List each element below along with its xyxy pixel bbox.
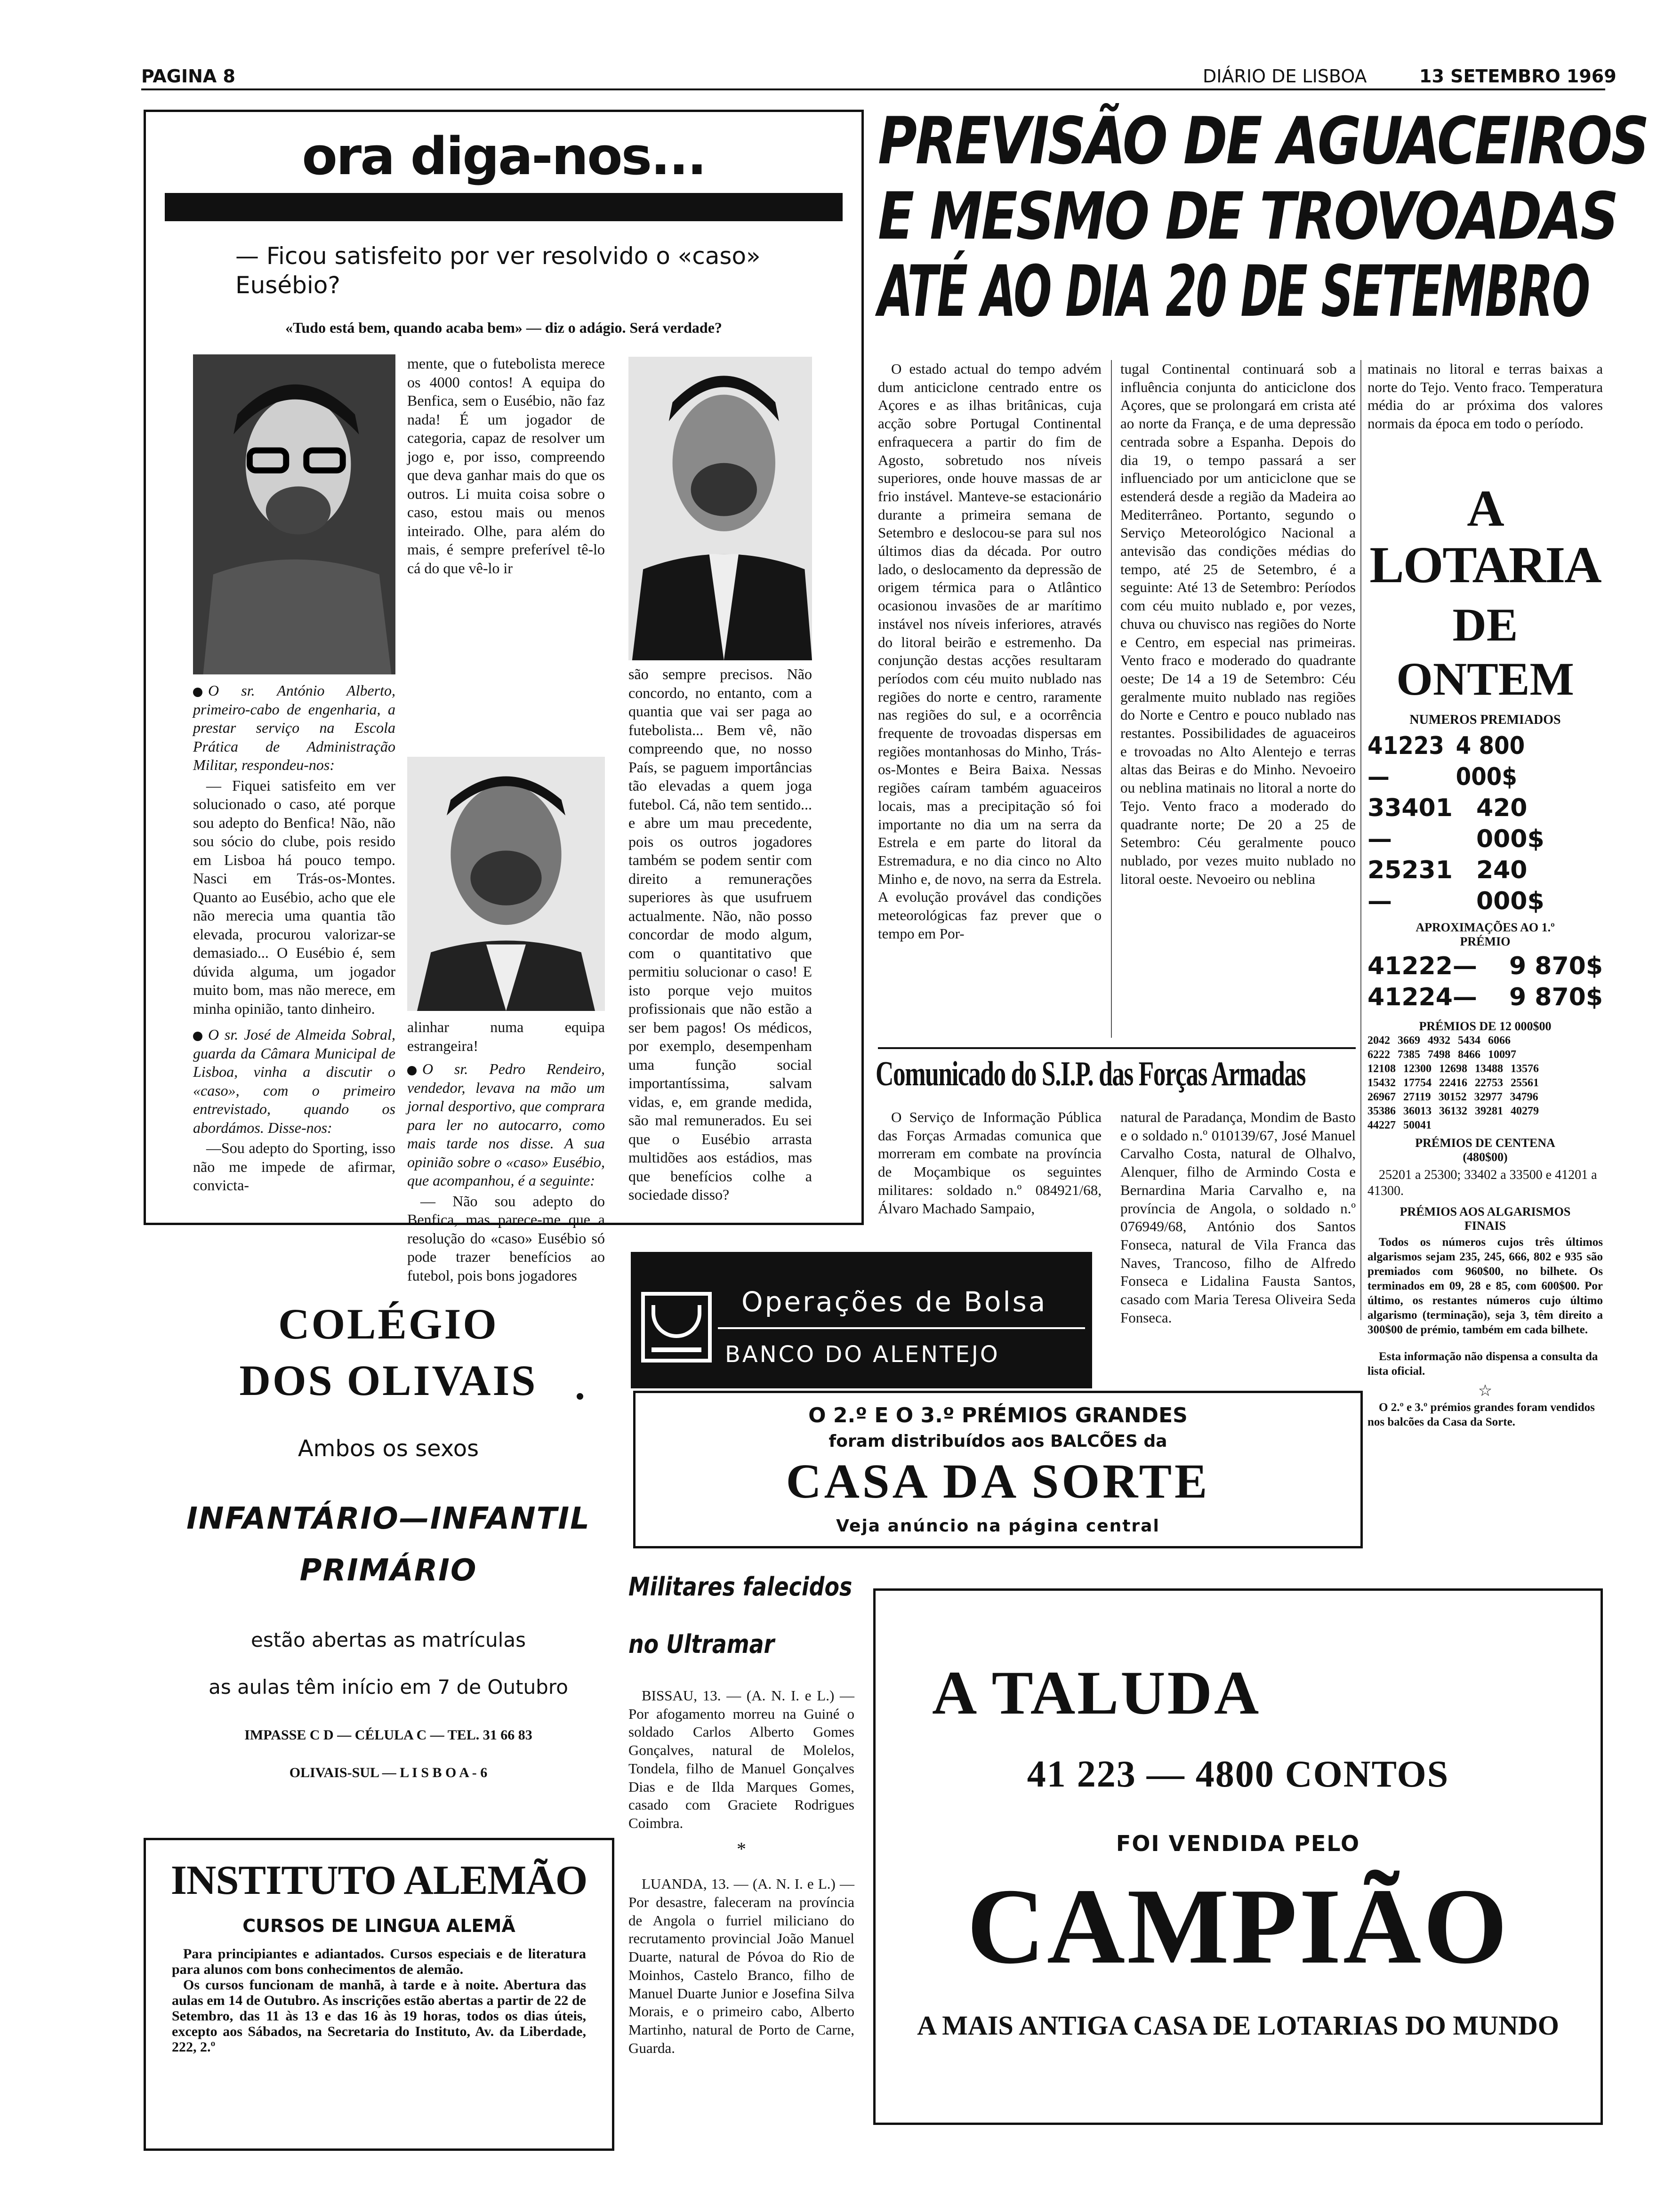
bolsa-bank: BANCO DO ALENTEJO — [725, 1341, 1000, 1368]
militares-bissau: BISSAU, 13. — (A. N. I. e L.) — Por afogamento morreu na Guiné o soldado Carlos Alberto Gomes Gonçalves, natural de Molelos, Tondela, filho de Manuel Gonçalves Dias e de Ilda Marques Gomes, casado com Graciete Rodrigues Coimbra. — [628, 1687, 854, 1831]
prize-value: 9 870$ — [1509, 952, 1603, 980]
colegio-morada: IMPASSE C D — CÉLULA C — TEL. 31 66 83 — [244, 1727, 532, 1743]
column-rule — [1360, 360, 1361, 1320]
interview-column-3 — [628, 665, 812, 1206]
militares-title: Militares falecidos — [628, 1572, 853, 1602]
prize-row — [1367, 793, 1603, 855]
sip-text-1: O Serviço de Informação Pública das Forças Armadas comunica que morreram em combate na província de Moçambique os seguintes militares: soldado n.º 084921/68, Álvaro Machado Sampaio, — [878, 1109, 1102, 1217]
number-row: 2042 3669 4932 5434 6066 — [1367, 1034, 1511, 1047]
title-bar — [165, 193, 843, 221]
photo-pedro-rendeiro — [407, 757, 605, 1011]
colegio-niveis-2: PRIMÁRIO — [299, 1553, 477, 1588]
headline-line-3: ATÉ AO DIA 20 DE SETEMBRO — [878, 251, 1589, 333]
sip-text-2: natural de Paradança, Mondim de Basto e o soldado n.º 010139/67, José Manuel Carvalho Costa, natural de Olhalvo, Alenquer, filho de Armindo Costa e Bernardina Maria Carvalho e, na província de Angola, o soldado n.º 076949/68, António dos Santos Fonseca, natural de Vila Franca das Naves, Trancoso, filho de Alfredo Fonseca e Lidalina Fausta Santos, casado com Maria Teresa Oliveira Seda Fonseca. — [1120, 1109, 1356, 1326]
instituto-para-1: Para principiantes e adiantados. Cursos especiais e de literatura para alunos com bons conhecimentos de alemão. — [172, 1946, 586, 1977]
bolsa-ad — [631, 1252, 1092, 1388]
prize-number: 41222— — [1367, 952, 1477, 980]
bullet-icon — [407, 1066, 417, 1075]
rule — [878, 1047, 1356, 1049]
taluda-vendida: FOI VENDIDA PELO — [1116, 1831, 1360, 1856]
answer-antonio: — Fiquei satisfeito em ver solucionado o caso, até porque sou adepto do Benfica! Não, não sou sócio do clube, pois resido em Lisboa há pouco tempo. Nasci em Trás-os-Montes. Quanto ao Eusébio, acho que ele não merecia uma quantia tão elevada, procurou valorizar-se demasiado... O Eusébio é, sem dúvida alguma, um jogador muito bom, mas não merece, em minha opinião, tanto dinheiro. — [193, 777, 395, 1017]
premios12-list — [1367, 1034, 1603, 1132]
militares-article — [628, 1572, 854, 2059]
headline-line-1: PREVISÃO DE AGUACEIROS — [878, 103, 1648, 179]
weather-text-2: tugal Continental continuará sob a influência conjunta do anticiclone dos Açores, que se prolongará em crista até ao norte da França, e de uma depressão centrada sobre a Espanha. Depois do dia 19, o tempo passará a ser influenciado por um anticiclone que se estenderá desde a região da Madeira ao Mediterrâneo. Portanto, segundo o Serviço Meteorológico Nacional a antevisão das condições médias do tempo, até 25 de Setembro, é a seguinte: Até 13 de Setembro: Períodos com céu muito nublado e, por vezes, chuva ou chuvisco nas regiões do Norte e Centro, em especial nas primeiras. Vento fraco e moderado do quadrante oeste; De 14 a 19 de Setembro: Céu geralmente muito nublado nas regiões do Norte e Centro e pouco nublado nas restantes. Possibilidades de aguaceiros e trovoadas no Alto Alentejo e terras altas das Beiras e do Minho. Nevoeiro ou neblina matinais no litoral a norte do Tejo. Vento fraco a moderado do quadrante norte; De 20 a 25 de Setembro: Céu geralmente pouco nublado, por vezes muito nublado no litoral oeste. Nevoeiro ou neblina — [1120, 361, 1356, 887]
lotaria-title-2: DE ONTEM — [1396, 599, 1574, 705]
casa-sorte-ad — [633, 1391, 1363, 1548]
newspaper-name: DIÁRIO DE LISBOA — [1203, 66, 1367, 87]
premios12-title: PRÉMIOS DE 12 000$00 — [1419, 1019, 1552, 1033]
caption-antonio: O sr. António Alberto, primeiro-cabo de engenharia, a prestar serviço na Escola Prática de Administração Militar, respondeu-nos: — [193, 682, 395, 773]
answer-pedro-end: são sempre precisos. Não concordo, no entanto, com a quantia que vai ser paga ao futebolista... Bem vê, não compreendo que, no nosso País, se paguem importâncias tão elevadas a quem joga futebol. Cá, não tem sentido... e abre um mau precedente, pois os outros jogadores também se podem sentir com direito a remunerações superiores às que usufruem actualmente. Não, não posso concordar de modo algum, com o quantitativo que permitiu solucionar o caso! E isto porque vejo muitos profissionais que não estão a ser bem pagos! Os médicos, por exemplo, desempenham uma função social importantíssima, salvam vidas, e, em grande medida, são mal remunerados. Eu sei que o Eusébio arrasta multidões aos estádios, mas que benefícios colhe a sociedade disso? — [628, 665, 812, 1203]
prize-number: 33401— — [1367, 794, 1453, 853]
casa-sorte-line1: O 2.º E O 3.º PRÉMIOS GRANDES — [808, 1403, 1188, 1427]
prize-row — [1367, 951, 1603, 982]
number-row: 35386 36013 36132 39281 40279 — [1367, 1105, 1539, 1117]
photo-jose-sobral — [628, 357, 812, 660]
militares-title-2: no Ultramar — [628, 1629, 775, 1659]
number-row: 6222 7385 7498 8466 10097 — [1367, 1049, 1516, 1061]
prize-value: 4 800 000$ — [1456, 732, 1525, 791]
subquestion: «Tudo está bem, quando acaba bem» — diz o adágio. Será verdade? — [285, 319, 722, 336]
prize-row — [1367, 982, 1603, 1013]
number-row: 26967 27119 30152 32977 34796 — [1367, 1091, 1538, 1103]
sip-title: Comunicado do S.I.P. das Forças Armadas — [876, 1055, 1305, 1093]
sip-column-1 — [878, 1108, 1102, 1219]
star-icon: ☆ — [1478, 1381, 1493, 1400]
prize-value: 420 000$ — [1476, 794, 1544, 853]
bank-logo-icon — [641, 1292, 712, 1362]
casa-sorte-line2: foram distribuídos aos BALCÕES da — [828, 1432, 1167, 1451]
taluda-number: 41 223 — 4800 CONTOS — [1027, 1754, 1449, 1795]
answer-jose-start: —Sou adepto do Sporting, isso não me impede de afirmar, convicta- — [193, 1139, 395, 1194]
top-prizes — [1367, 730, 1603, 917]
weather-column-2 — [1120, 360, 1356, 890]
weather-column-1 — [878, 360, 1102, 945]
interview-column-2-bottom — [407, 1018, 605, 1287]
colegio-name-2: DOS OLIVAIS — [239, 1356, 538, 1404]
final-note: O 2.º e 3.º prémios grandes foram vendidos nos balcões da Casa da Sorte. — [1367, 1401, 1595, 1428]
colegio-niveis: INFANTÁRIO—INFANTIL — [186, 1501, 590, 1536]
ora-diga-nos-box — [144, 110, 864, 1284]
masthead-rule — [141, 88, 1605, 90]
prize-number: 41223— — [1367, 732, 1444, 791]
taluda-ad — [873, 1588, 1603, 2125]
campiao-slogan: A MAIS ANTIGA CASA DE LOTARIAS DO MUNDO — [917, 2010, 1559, 2041]
militares-luanda: LUANDA, 13. — (A. N. I. e L.) — Por desastre, faleceram na província de Angola o furriel miliciano do recrutamento provincial João Manuel Duarte, natural de Póvoa do Rio de Moinhos, Castelo Branco, filho de Manuel Duarte Junior e Josefina Silva Morais, e o primeiro cabo, Alberto Martinho, natural de Porto de Carne, Guarda. — [628, 1875, 854, 2056]
number-row: 44227 50041 — [1367, 1119, 1432, 1131]
prize-value: 240 000$ — [1476, 856, 1544, 915]
photo-antonio-alberto — [193, 354, 395, 674]
column-rule — [1111, 360, 1112, 1038]
caption-pedro: O sr. Pedro Rendeiro, vendedor, levava na mão um jornal desportivo, que comprara para ler no autocarro, como mais tarde nos disse. A sua opinião sobre o «caso» Eusébio, que acompanhou, é a seguinte: — [407, 1060, 605, 1189]
casa-sorte-name: CASA DA SORTE — [786, 1454, 1210, 1508]
prize-row — [1367, 855, 1603, 917]
nota: Esta informação não dispensa a consulta da lista oficial. — [1367, 1350, 1598, 1378]
centena-text: 25201 a 25300; 33402 a 33500 e 41201 a 41300. — [1367, 1168, 1597, 1198]
instituto-name: INSTITUTO ALEMÃO — [170, 1858, 587, 1903]
weather-column-3 — [1367, 360, 1603, 435]
bolsa-rule — [718, 1327, 1085, 1329]
headline-line-2: E MESMO DE TROVOADAS — [878, 178, 1617, 254]
colegio-morada-2: OLIVAIS-SUL — L I S B O A - 6 — [289, 1765, 488, 1780]
number-row: 12108 12300 12698 13488 13576 — [1367, 1063, 1539, 1075]
weather-text-1: O estado actual do tempo advém dum anticiclone centrado entre os Açores e as ilhas britânicas, cuja acção sobre Portugal Continental enfraquecera a partir do fim de Agosto, sobretudo nos níveis superiores, onde houve massas de ar frio instável. Manteve-se estacionário durante a primeira semana de Setembro e deslocou-se para sul nos últimos dias da década. Por outro lado, o deslocamento da depressão de origem térmica para o Atlântico ocasionou invasões de ar marítimo instável nos níveis inferiores, através do litoral beirão e estremenho. Da conjunção destas acções resultaram períodos com céu muito nublado nas regiões do norte e centro, raramente nas regiões do sul, e a ocorrência frequente de trovoadas dispersas em regiões montanhosas do Minho, Trás-os-Montes e Beira Baixa. Nessas regiões caíram também aguaceiros locais, mas a precipitação só foi importante no dia um na serra da Estrela e em parte do litoral da Estremadura, e no dia cinco no Alto Minho e, de novo, na serra da Estrela. A evolução provável das condições meteorológicas faz prever que o tempo em Por- — [878, 361, 1102, 942]
campiao-name: CAMPIÃO — [966, 1866, 1510, 1986]
colegio-sexos: Ambos os sexos — [298, 1435, 479, 1462]
militares-text — [628, 1687, 854, 2057]
aprox-title: APROXIMAÇÕES AO 1.º PRÉMIO — [1416, 921, 1555, 948]
casa-sorte-line3: Veja anúncio na página central — [836, 1516, 1160, 1536]
weather-text-3: matinais no litoral e terras baixas a norte do Tejo. Vento fraco. Temperatura média do ar próxima dos valores normais da época em todo o período. — [1367, 361, 1603, 432]
issue-date: 13 SETEMBRO 1969 — [1419, 66, 1617, 87]
colegio-aulas: as aulas têm início em 7 de Outubro — [209, 1675, 568, 1699]
bolsa-title: Operações de Bolsa — [741, 1286, 1047, 1318]
prize-number: 41224— — [1367, 983, 1477, 1011]
answer-jose-end: alinhar numa equipa estrangeira! — [407, 1018, 605, 1054]
sip-column-2 — [1120, 1108, 1356, 1329]
separator: * — [737, 1838, 746, 1859]
lotaria-panel — [1367, 480, 1603, 1429]
colegio-name: COLÉGIO — [278, 1300, 499, 1348]
centena-title: PRÉMIOS DE CENTENA (480$00) — [1415, 1136, 1555, 1164]
answer-jose-cont: mente, que o futebolista merece os 4000 contos! A equipa do Benfica, sem o Eusébio, não faz nada! É um jogador de categoria, capaz de resolver um jogo e, por isso, compreendo que deva ganhar mais do que os outros. Li muita coisa sobre o caso, estou mais ou menos inteirado. Olhe, para além do mais, é sempre preferível tê-lo cá do que vê-lo ir — [407, 355, 605, 577]
caption-jose: O sr. José de Almeida Sobral, guarda da Câmara Municipal de Lisboa, vinha a discutir o «caso», com o primeiro entrevistado, quando os abordámos. Disse-nos: — [193, 1026, 395, 1136]
taluda-title: A TALUDA — [932, 1658, 1261, 1727]
aprox-prizes — [1367, 951, 1603, 1013]
prize-row — [1367, 730, 1579, 793]
instituto-sub: CURSOS DE LINGUA ALEMÃ — [242, 1915, 515, 1936]
page-number: PAGINA 8 — [141, 66, 235, 87]
algarismos-text: Todos os números cujos três últimos algarismos sejam 235, 245, 666, 802 e 935 são premiados com 960$00, no bilhete. Os terminados em 09, 28 e 85, com 600$00. Por último, os restantes números cujo último algarismo (terminação), seja 3, têm direito a 300$00 de prémio, também em cada bilhete. — [1367, 1236, 1603, 1336]
dot — [577, 1393, 583, 1400]
numeros-title: NUMEROS PREMIADOS — [1409, 713, 1561, 727]
bullet-icon — [193, 688, 202, 697]
colegio-matriculas: estão abertas as matrículas — [251, 1628, 526, 1651]
bullet-icon — [193, 1032, 202, 1041]
lotaria-title: A LOTARIA — [1369, 480, 1601, 593]
prize-number: 25231— — [1367, 856, 1453, 915]
algarismos-title: PRÉMIOS AOS ALGARISMOS FINAIS — [1400, 1205, 1571, 1233]
instituto-ad — [144, 1838, 614, 2151]
answer-pedro-start: — Não sou adepto do Benfica, mas parece-me que a resolução do «caso» Eusébio só pode trazer benefícios ao futebol, pois bons jogadores — [407, 1192, 605, 1284]
instituto-text — [172, 1946, 586, 2055]
interview-column-1 — [193, 681, 395, 1197]
instituto-para-2: Os cursos funcionam de manhã, à tarde e à noite. Abertura das aulas em 14 de Outubro. As inscrições estão abertas a partir de 22 de Setembro, das 11 às 13 e das 16 às 19 horas, todos os dias úteis, excepto aos Sábados, na Secretaria do Instituto, Av. da Liberdade, 222, 2.º — [172, 1977, 586, 2055]
interview-column-2-top — [407, 354, 605, 579]
number-row: 15432 17754 22416 22753 25561 — [1367, 1077, 1539, 1089]
colegio-ad — [144, 1252, 633, 1835]
column-title: ora diga-nos... — [302, 126, 706, 186]
question: — Ficou satisfeito por ver resolvido o «caso» Eusébio? — [235, 242, 761, 299]
prize-value: 9 870$ — [1509, 983, 1603, 1011]
